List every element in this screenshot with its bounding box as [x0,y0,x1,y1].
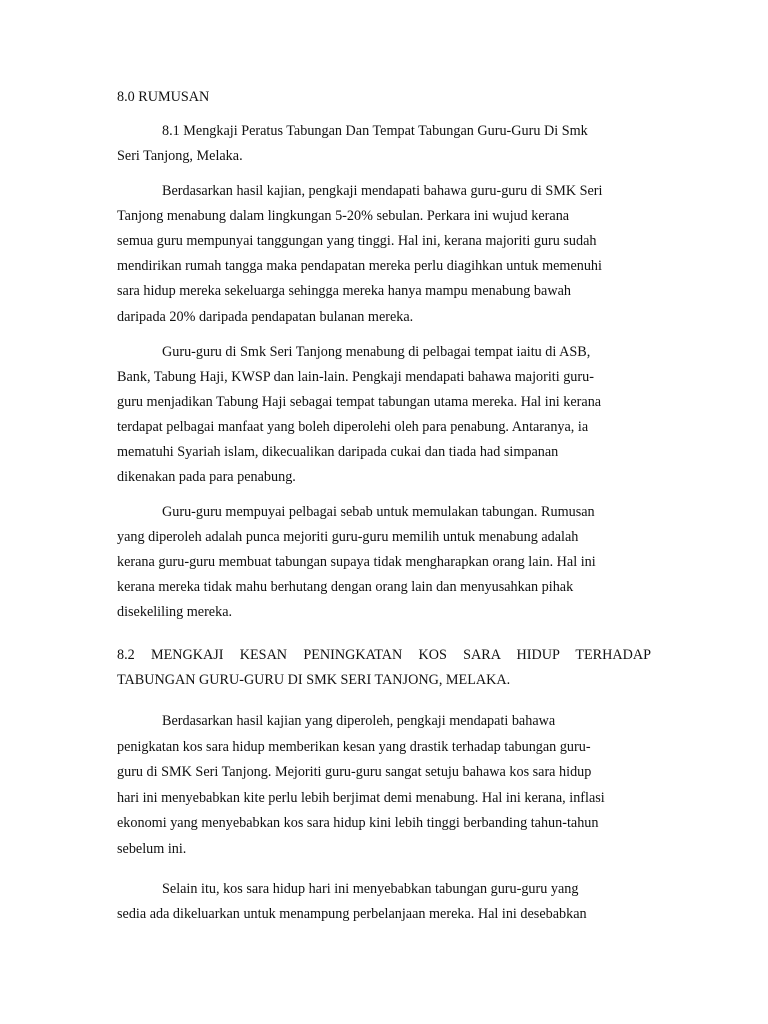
paragraph-line: sara hidup mereka sekeluarga sehingga mereka hanya mampu menabung bawah [117,283,571,299]
paragraph-line: Berdasarkan hasil kajian yang diperoleh, pengkaji mendapati bahawa [162,713,556,729]
paragraph-line: mendirikan rumah tangga maka pendapatan mereka perlu diagihkan untuk memenuhi [117,258,602,274]
subsection-title-line: Seri Tanjong, Melaka. [117,148,243,164]
paragraph-line: guru menjadikan Tabung Haji sebagai tempat tabungan utama mereka. Hal ini kerana [117,394,602,410]
paragraph-line: kerana mereka tidak mahu berhutang dengan orang lain dan menyusahkan pihak [117,579,574,595]
paragraph-line: hari ini menyebabkan kite perlu lebih berjimat demi menabung. Hal ini kerana, inflasi [117,790,605,806]
subsection-title-line: 8.1 Mengkaji Peratus Tabungan Dan Tempat Tabungan Guru-Guru Di Smk [162,123,588,139]
paragraph-line: Bank, Tabung Haji, KWSP dan lain-lain. Pengkaji mendapati bahawa majoriti guru- [117,369,594,385]
paragraph-line: semua guru mempunyai tanggungan yang tinggi. Hal ini, kerana majoriti guru sudah [117,233,597,249]
paragraph-line: daripada 20% daripada pendapatan bulanan mereka. [117,309,414,325]
paragraph-line: Guru-guru mempuyai pelbagai sebab untuk memulakan tabungan. Rumusan [162,504,595,520]
section-heading: 8.0 RUMUSAN [117,89,210,105]
paragraph-line: sedia ada dikeluarkan untuk menampung perbelanjaan mereka. Hal ini desebabkan [117,906,587,922]
paragraph-line: terdapat pelbagai manfaat yang boleh diperolehi oleh para penabung. Antaranya, ia [117,419,589,435]
paragraph-line: penigkatan kos sara hidup memberikan kesan yang drastik terhadap tabungan guru- [117,739,591,755]
paragraph-line: Berdasarkan hasil kajian, pengkaji mendapati bahawa guru-guru di SMK Seri [162,183,603,199]
paragraph-line: sebelum ini. [117,841,187,857]
paragraph-line: dikenakan pada para penabung. [117,469,296,485]
paragraph-line: guru di SMK Seri Tanjong. Mejoriti guru-guru sangat setuju bahawa kos sara hidup [117,764,592,780]
subsection-title-line: TABUNGAN GURU-GURU DI SMK SERI TANJONG, MELAKA. [117,672,511,688]
paragraph-line: disekeliling mereka. [117,604,233,620]
subsection-title-line: 8.2 MENGKAJI KESAN PENINGKATAN KOS SARA HIDUP TERHADAP [117,647,651,663]
paragraph-line: ekonomi yang menyebabkan kos sara hidup kini lebih tinggi berbanding tahun-tahun [117,815,599,831]
paragraph-line: mematuhi Syariah islam, dikecualikan daripada cukai dan tiada had simpanan [117,444,559,460]
paragraph-line: Tanjong menabung dalam lingkungan 5-20% sebulan. Perkara ini wujud kerana [117,208,570,224]
paragraph-line: kerana guru-guru membuat tabungan supaya tidak mengharapkan orang lain. Hal ini [117,554,596,570]
paragraph-line: Selain itu, kos sara hidup hari ini menyebabkan tabungan guru-guru yang [162,881,579,897]
paragraph-line: yang diperoleh adalah punca mejoriti guru-guru memilih untuk menabung adalah [117,529,579,545]
paragraph-line: Guru-guru di Smk Seri Tanjong menabung di pelbagai tempat iaitu di ASB, [162,344,591,360]
